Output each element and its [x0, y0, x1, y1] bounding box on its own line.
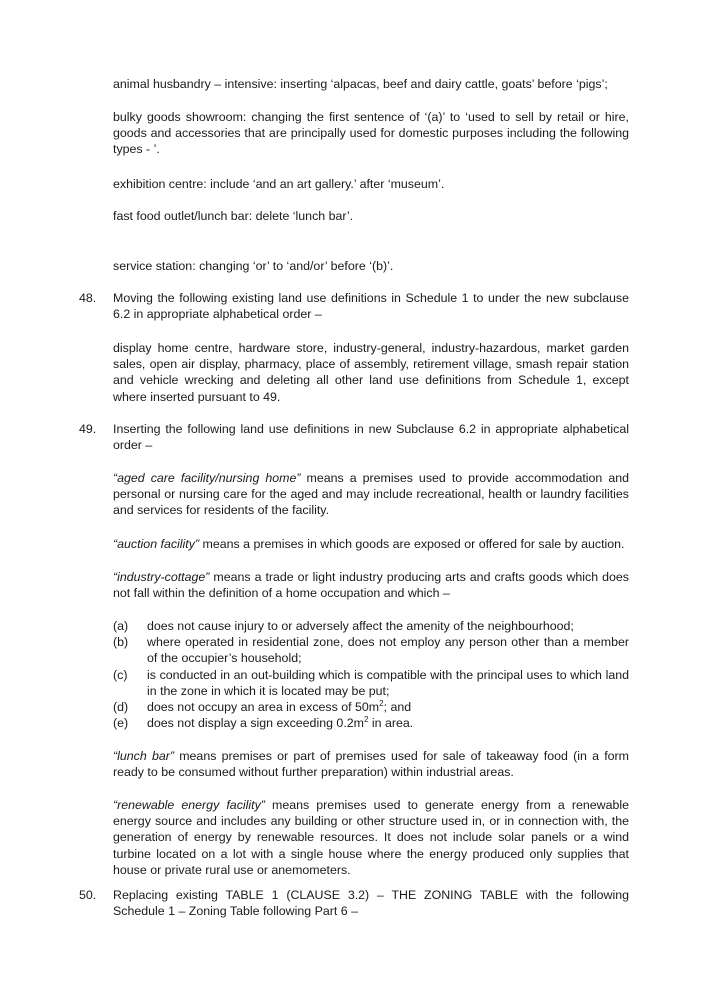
amendment-animal-husbandry: animal husbandry – intensive: inserting ‘alpacas, beef and dairy cattle, goats’ before ‘pigs’; [113, 77, 608, 91]
definition-term: “renewable energy facility” [113, 798, 265, 812]
definition-body: means a trade or light industry producing arts and crafts goods which does not fall within the definition of a home occupation and which – [113, 570, 629, 601]
definition-term: “lunch bar” [113, 749, 174, 763]
item-50-text: Replacing existing TABLE 1 (CLAUSE 3.2) – THE ZONING TABLE with the following Schedule 1 – Zoning Table following Part 6 – [113, 888, 629, 919]
definition-term: “industry-cottage” [113, 570, 210, 584]
definition-term: “auction facility” [113, 537, 200, 551]
condition-text-part: ; and [383, 700, 412, 714]
definition-body: means premises used to generate energy from a renewable energy source and includes any building or other structure used in, or in connection with, the generation of energy by renewable resources. It does not include solar panels or a wind turbine located on a lot with a single house where the energy produced only supplies that house or private rural use or anemometers. [113, 798, 629, 877]
definition-lunch-bar [113, 748, 629, 780]
condition-text-part: in area. [368, 716, 414, 730]
definition-auction-facility [113, 536, 629, 552]
condition-label: (b) [113, 635, 129, 649]
item-50-number: 50. [79, 888, 97, 902]
condition-label: (e) [113, 716, 129, 730]
amendment-service-station: service station: changing ‘or’ to ‘and/or’ before ‘(b)’. [113, 259, 394, 273]
definition-body: means a premises used to provide accommodation and personal or nursing care for the aged and may include recreational, health or laundry facilities and services for residents of the facility. [113, 471, 630, 518]
item-49-text: Inserting the following land use definitions in new Subclause 6.2 in appropriate alphabetical order – [113, 422, 629, 453]
condition-text: is conducted in an out-building which is compatible with the principal uses to which land in the zone in which it is located may be put; [147, 668, 629, 699]
definition-industry-cottage [113, 569, 629, 601]
condition-text-part: does not occupy an area in excess of 50m [147, 700, 380, 714]
condition-label: (a) [113, 619, 129, 633]
amendment-exhibition-centre: exhibition centre: include ‘and an art gallery.’ after ‘museum’. [113, 177, 445, 191]
item-48-definitions-list: display home centre, hardware store, industry-general, industry-hazardous, market garden sales, open air display, pharmacy, place of assembly, retirement village, smash repair station and vehicle wrecking and deleting all other land use definitions from Schedule 1, except where inserted pursuant to 49. [113, 341, 629, 404]
definition-body: means premises or part of premises used for sale of takeaway food (in a form ready to be consumed without further preparation) within industrial areas. [113, 749, 629, 780]
item-48-text: Moving the following existing land use definitions in Schedule 1 to under the new subclause 6.2 in appropriate alphabetical order – [113, 291, 629, 322]
definition-body: means a premises in which goods are exposed or offered for sale by auction. [199, 537, 625, 551]
item-49-number: 49. [79, 422, 97, 436]
condition-text [147, 715, 629, 731]
condition-text: does not cause injury to or adversely affect the amenity of the neighbourhood; [147, 619, 574, 633]
superscript: 2 [363, 714, 369, 724]
condition-text [147, 699, 629, 715]
amendment-fast-food: fast food outlet/lunch bar: delete ‘lunch bar’. [113, 209, 354, 223]
condition-text: where operated in residential zone, does not employ any person other than a member of the occupier’s household; [147, 635, 629, 666]
item-48-number: 48. [79, 291, 97, 305]
superscript: 2 [379, 698, 384, 708]
condition-label: (c) [113, 668, 128, 682]
condition-text-part: does not display a sign exceeding 0.2m [147, 716, 364, 730]
definition-term: “aged care facility/nursing home” [113, 471, 301, 485]
condition-label: (d) [113, 700, 129, 714]
definition-aged-care [113, 470, 629, 519]
definition-renewable-energy [113, 797, 629, 878]
amendment-bulky-goods: bulky goods showroom: changing the first sentence of ‘(a)’ to ‘used to sell by retail or hire, goods and accessories that are principally used for domestic purposes including the following types - ’. [113, 110, 629, 157]
